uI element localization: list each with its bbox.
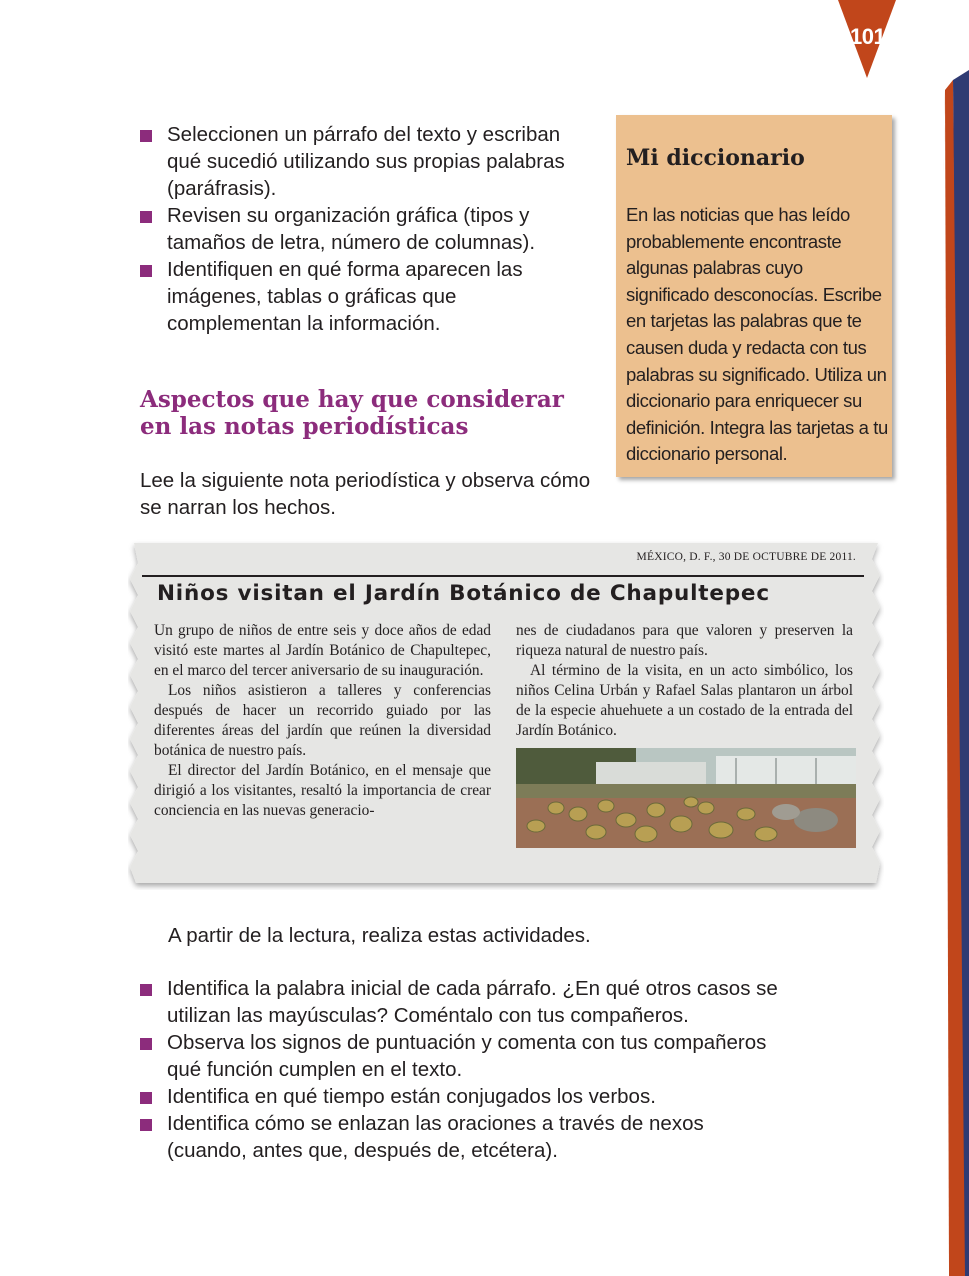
news-dateline: MÉXICO, D. F., 30 DE OCTUBRE DE 2011. [636, 551, 856, 563]
list-item: Identifiquen en qué forma aparecen las imágenes, tablas o gráficas que complementan la información. [140, 256, 590, 337]
news-paragraph: El director del Jardín Botánico, en el mensaje que dirigió a los visitantes, resaltó la importancia de crear conciencia en las nuevas generacio- [154, 762, 491, 819]
section-heading: Aspectos que hay que considerar en las notas periodísticas [140, 386, 564, 440]
news-clipping [128, 539, 884, 890]
bullet-square-icon [140, 130, 152, 142]
dictionary-box [616, 115, 892, 477]
news-column-right [516, 621, 853, 741]
headline-rule [142, 575, 864, 577]
dictionary-text: En las noticias que has leído probablemente encontraste algunas palabras cuyo significado desconocías. Escribe en tarjetas las palabras que te causen duda y redacta con tus palabras su significado. Utiliza un diccionario para enriquecer su definición. Integra las tarjetas a tu diccionario personal. [626, 204, 888, 465]
list-item: Observa los signos de puntuación y comenta con tus compañeros qué función cumplen en el texto. [140, 1029, 780, 1083]
bullet-square-icon [140, 1038, 152, 1050]
dictionary-title: Mi diccionario [626, 145, 805, 171]
bullet-square-icon [140, 984, 152, 996]
news-paragraph: Un grupo de niños de entre seis y doce años de edad visitó este martes al Jardín Botánico de Chapultepec, en el marco del tercer aniversario de su inauguración. [154, 622, 491, 679]
page-number: 101 [850, 24, 886, 49]
news-headline: Niños visitan el Jardín Botánico de Chapultepec [157, 581, 770, 606]
list-item: Seleccionen un párrafo del texto y escriban qué sucedió utilizando sus propias palabras (paráfrasis). [140, 121, 590, 202]
activities-intro: A partir de la lectura, realiza estas actividades. [168, 924, 591, 947]
news-column-left [154, 621, 491, 821]
bullet-square-icon [140, 1092, 152, 1104]
bullet-square-icon [140, 1119, 152, 1131]
list-item: Revisen su organización gráfica (tipos y tamaños de letra, número de columnas). [140, 202, 590, 256]
news-paragraph: Al término de la visita, en un acto simbólico, los niños Celina Urbán y Rafael Salas plantaron un árbol de la especie ahuehuete a un costado de la entrada del Jardín Botánico. [516, 662, 853, 739]
activity-list-bottom [140, 975, 780, 1164]
activity-list-top [140, 121, 590, 337]
news-paragraph: nes de ciudadanos para que valoren y preserven la riqueza natural de nuestro país. [516, 622, 853, 659]
bullet-square-icon [140, 265, 152, 277]
list-item: Identifica la palabra inicial de cada párrafo. ¿En qué otros casos se utilizan las mayúsculas? Coméntalo con tus compañeros. [140, 975, 780, 1029]
bullet-square-icon [140, 211, 152, 223]
list-item: Identifica cómo se enlazan las oraciones a través de nexos (cuando, antes que, después de, etcétera). [140, 1110, 780, 1164]
page-edge-decoration [909, 0, 969, 1276]
news-paragraph: Los niños asistieron a talleres y conferencias después de hacer un recorrido guiado por las diferentes áreas del jardín que reúnen la diversidad botánica de nuestro país. [154, 682, 491, 759]
intro-text: Lee la siguiente nota periodística y observa cómo se narran los hechos. [140, 469, 591, 519]
list-item: Identifica en qué tiempo están conjugados los verbos. [140, 1083, 780, 1110]
cactus-garden-photo [516, 748, 856, 848]
